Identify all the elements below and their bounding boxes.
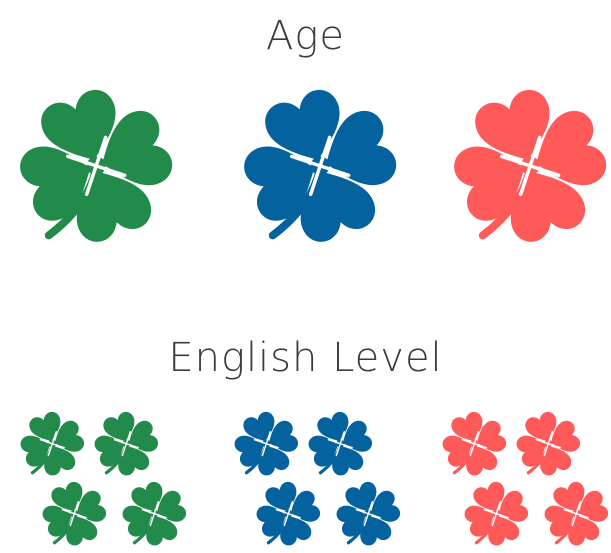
large-clover-icon-1 (14, 90, 172, 248)
large-clover-icon-2 (238, 90, 396, 248)
small-clover-icon-2-4 (334, 482, 400, 548)
age-title: Age (266, 13, 345, 59)
small-clover-icon-1-3 (40, 482, 106, 548)
small-clover-icon-3-3 (462, 482, 528, 548)
small-clover-icon-1-2 (92, 412, 158, 478)
small-clover-icon-2-3 (254, 482, 320, 548)
small-clover-icon-2-2 (306, 412, 372, 478)
small-clover-icon-2-1 (232, 412, 298, 478)
small-clover-icon-3-1 (440, 412, 506, 478)
small-clover-icon-1-1 (18, 412, 84, 478)
small-clover-icon-1-4 (120, 482, 186, 548)
english-level-title: English Level (168, 335, 443, 381)
large-clover-icon-3 (448, 90, 606, 248)
small-clover-icon-3-2 (514, 412, 580, 478)
small-clover-icon-3-4 (542, 482, 608, 548)
